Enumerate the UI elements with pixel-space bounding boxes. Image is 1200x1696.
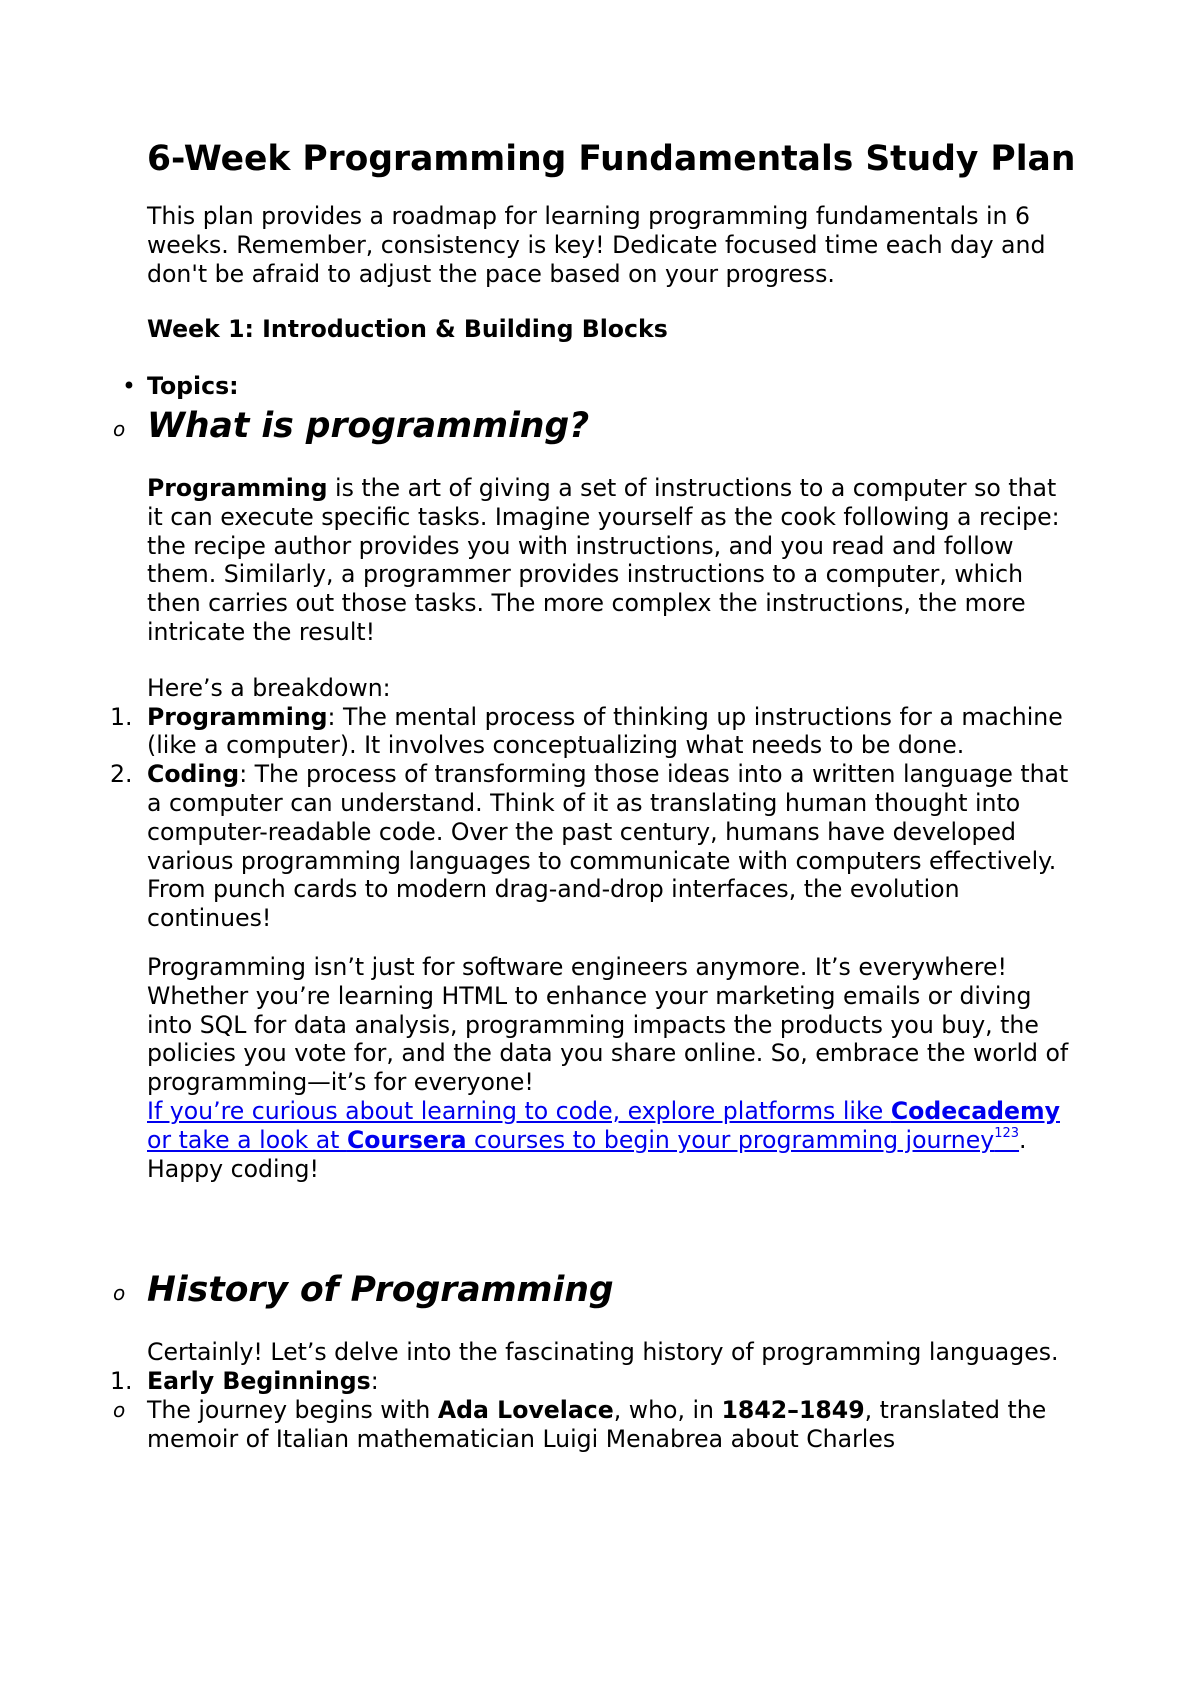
colon: : bbox=[370, 1367, 379, 1396]
circle-bullet-marker: o bbox=[113, 416, 126, 441]
coursera-link-text: Coursera bbox=[346, 1125, 467, 1154]
document-title: 6-Week Programming Fundamentals Study Plan bbox=[147, 139, 1076, 179]
what-is-programming-heading: What is programming? bbox=[147, 405, 590, 446]
list-item-text bbox=[147, 1367, 1077, 1396]
programming-definition-text: is the art of giving a set of instructions to a computer so that it can execute specific tasks. Imagine yourself as the cook following a recipe: the recipe author provides you with instructions, and you read and follow them. Similarly, a programmer provides instructions to a computer, which then carries out those tasks. The more complex the instructions, the more intricate the result! bbox=[147, 473, 1060, 646]
list-item-text bbox=[147, 760, 1077, 933]
everywhere-paragraph bbox=[147, 953, 1077, 1183]
years: 1842–1849 bbox=[721, 1395, 865, 1424]
list-number: 1. bbox=[110, 702, 133, 731]
text: The journey begins with bbox=[147, 1395, 438, 1424]
programming-definition-paragraph bbox=[147, 474, 1077, 647]
codecademy-link-text: Codecademy bbox=[890, 1096, 1060, 1125]
list-item-text bbox=[147, 703, 1077, 761]
list-item bbox=[110, 760, 1077, 933]
text: , translated the memoir of Italian mathematician Luigi Menabrea about Charles bbox=[147, 1395, 1047, 1453]
list-number: 2. bbox=[110, 760, 133, 789]
list-item-term: Programming bbox=[147, 702, 328, 731]
circle-bullet-marker: o bbox=[113, 1281, 126, 1306]
topics-item bbox=[122, 372, 1077, 401]
circle-bullet-marker: o bbox=[113, 1397, 126, 1422]
link-text: courses to begin your programming journey bbox=[466, 1125, 995, 1154]
closing-text: . Happy coding! bbox=[147, 1125, 1027, 1183]
history-intro-paragraph: Certainly! Let’s delve into the fascinating history of programming languages. bbox=[147, 1338, 1059, 1367]
link-text: or take a look at bbox=[147, 1125, 347, 1154]
breakdown-label: Here’s a breakdown: bbox=[147, 673, 391, 702]
week-1-heading: Week 1: Introduction & Building Blocks bbox=[147, 315, 668, 344]
link-text: If you’re curious about learning to code, explore platforms like bbox=[147, 1096, 891, 1125]
history-heading: History of Programming bbox=[147, 1270, 614, 1311]
list-item-description: : The process of transforming those ideas into a written language that a computer can understand. Think of it as translating human thought into computer-readable code. Over the past century, humans have developed various programming languages to communicate with computers effectively. From punch cards to modern drag-and-drop interfaces, the evolution continues! bbox=[147, 760, 1069, 933]
ada-lovelace-name: Ada Lovelace bbox=[437, 1395, 614, 1424]
early-beginnings-label: Early Beginnings bbox=[147, 1367, 371, 1396]
intro-paragraph: This plan provides a roadmap for learning programming fundamentals in 6 weeks. Remember, consistency is key! Dedicate focused time each day and don't be afraid to adjust the pace based on your progress. bbox=[147, 202, 1046, 288]
learn-to-code-link[interactable] bbox=[147, 1097, 1060, 1154]
what-is-programming-section bbox=[113, 405, 1077, 447]
list-item bbox=[110, 1367, 1077, 1396]
sub-list-item bbox=[113, 1395, 1077, 1454]
list-item bbox=[110, 702, 1077, 761]
history-section bbox=[113, 1269, 1077, 1311]
topics-label: Topics: bbox=[147, 372, 239, 401]
list-item-description: : The mental process of thinking up instructions for a machine (like a computer). It involves conceptualizing what needs to be done. bbox=[147, 702, 1063, 760]
everywhere-text: Programming isn’t just for software engineers anymore. It’s everywhere! Whether you’re learning HTML to enhance your marketing emails or diving into SQL for data analysis, programming impacts the products you buy, the policies you vote for, and the data you share online. So, embrace the world of programming—it’s for everyone! bbox=[147, 952, 1069, 1097]
sub-list-item-text bbox=[147, 1396, 1077, 1454]
footnote-reference: 123 bbox=[994, 1125, 1020, 1141]
programming-term: Programming bbox=[147, 473, 328, 502]
list-item-term: Coding bbox=[147, 760, 240, 789]
text: , who, in bbox=[613, 1395, 722, 1424]
document-page bbox=[110, 138, 1077, 1454]
bullet-marker: • bbox=[122, 372, 136, 401]
list-number: 1. bbox=[110, 1367, 133, 1396]
